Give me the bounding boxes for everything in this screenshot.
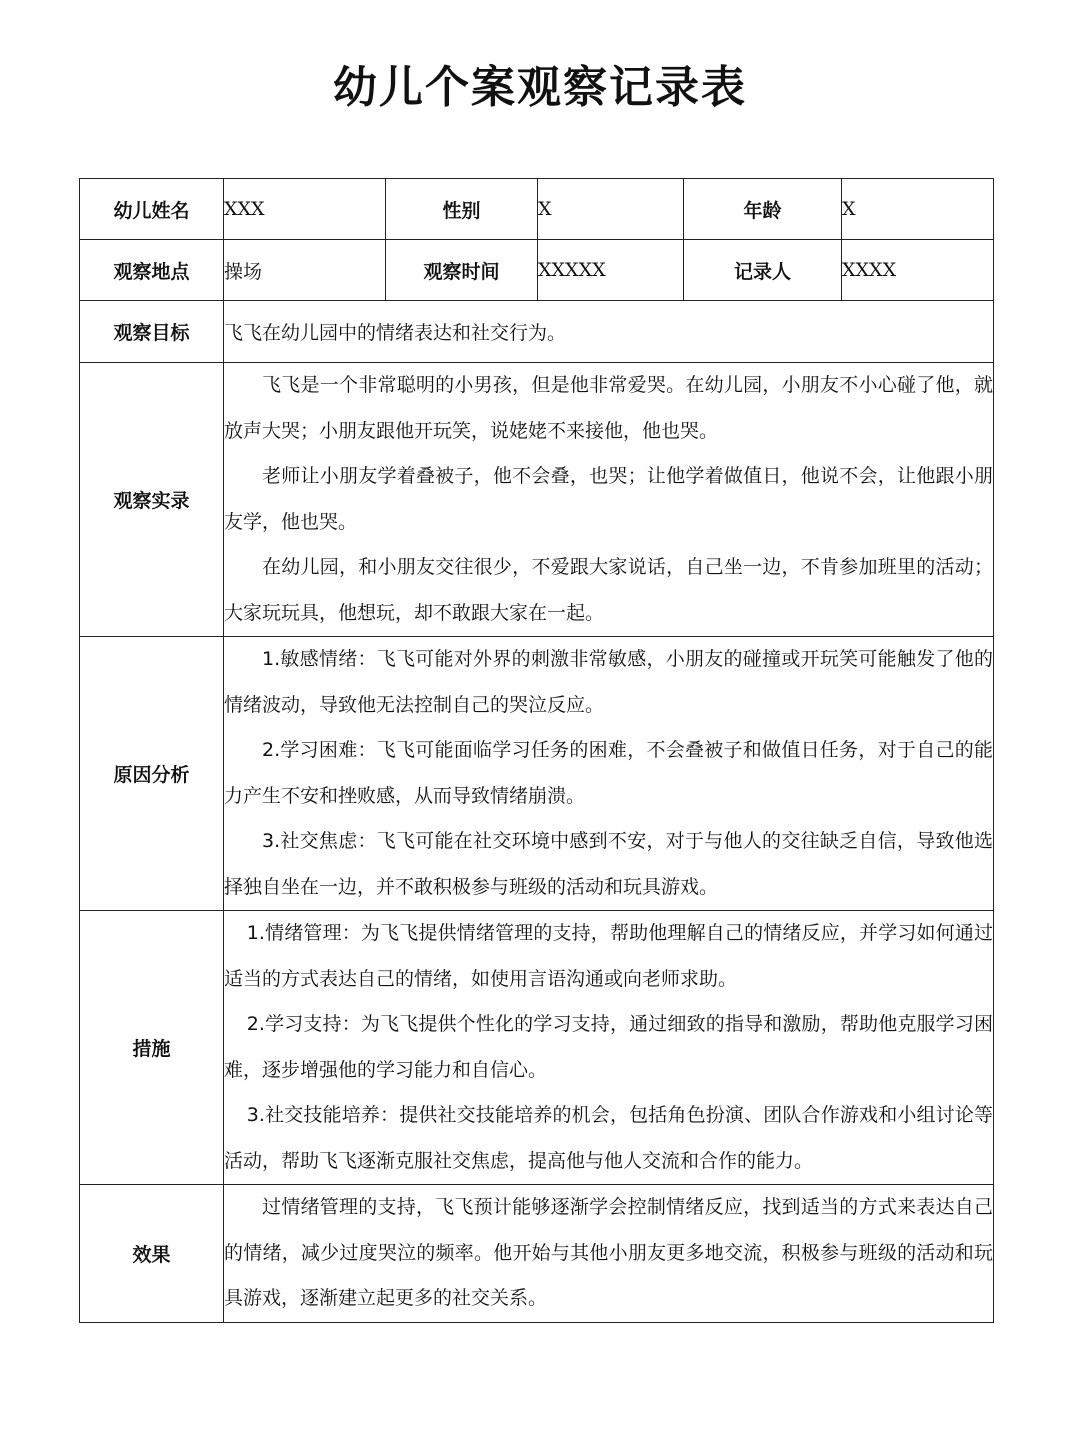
observation-place-value: 操场	[224, 240, 386, 301]
measures-paragraph-3: 3.社交技能培养：提供社交技能培养的机会，包括角色扮演、团队合作游戏和小组讨论等活动，帮助飞飞逐渐克服社交焦虑，提高他与他人交流和合作的能力。	[224, 1104, 993, 1172]
child-name-value: XXX	[224, 179, 386, 240]
observation-goal-text: 飞飞在幼儿园中的情绪表达和社交行为。	[224, 301, 994, 363]
observation-time-value: XXXXX	[538, 240, 684, 301]
recorder-label: 记录人	[684, 240, 842, 301]
record-paragraph-2: 老师让小朋友学着叠被子，他不会叠，也哭；让他学着做值日，他说不会，让他跟小朋友学，他也哭。	[224, 465, 993, 533]
analysis-paragraph-1: 1.敏感情绪：飞飞可能对外界的刺激非常敏感，小朋友的碰撞或开玩笑可能触发了他的情绪波动，导致他无法控制自己的哭泣反应。	[224, 648, 993, 716]
row-cause-analysis	[80, 637, 994, 911]
measures-paragraph-2: 2.学习支持：为飞飞提供个性化的学习支持，通过细致的指导和激励，帮助他克服学习困难，逐步增强他的学习能力和自信心。	[224, 1013, 993, 1081]
child-name-label: 幼儿姓名	[80, 179, 224, 240]
row-effect	[80, 1185, 994, 1323]
age-label: 年龄	[684, 179, 842, 240]
row-observation-record	[80, 363, 994, 637]
observation-record-label: 观察实录	[80, 363, 224, 637]
analysis-paragraph-2: 2.学习困难：飞飞可能面临学习任务的困难，不会叠被子和做值日任务，对于自己的能力产生不安和挫败感，从而导致情绪崩溃。	[224, 739, 993, 807]
measures-content	[224, 911, 994, 1185]
row-measures	[80, 911, 994, 1185]
page-title: 幼儿个案观察记录表	[333, 62, 747, 113]
observation-place-label: 观察地点	[80, 240, 224, 301]
cause-analysis-content	[224, 637, 994, 911]
effect-content	[224, 1185, 994, 1323]
effect-paragraph-1: 过情绪管理的支持，飞飞预计能够逐渐学会控制情绪反应，找到适当的方式来表达自己的情绪，减少过度哭泣的频率。他开始与其他小朋友更多地交流，积极参与班级的活动和玩具游戏，逐渐建立起更多的社交关系。	[224, 1196, 993, 1309]
observation-record-content	[224, 363, 994, 637]
observation-goal-label: 观察目标	[80, 301, 224, 363]
analysis-paragraph-3: 3.社交焦虑：飞飞可能在社交环境中感到不安，对于与他人的交往缺乏自信，导致他选择独自坐在一边，并不敢积极参与班级的活动和玩具游戏。	[224, 830, 993, 898]
row-basic-info-1	[80, 179, 994, 240]
record-paragraph-1: 飞飞是一个非常聪明的小男孩，但是他非常爱哭。在幼儿园，小朋友不小心碰了他，就放声大哭；小朋友跟他开玩笑，说姥姥不来接他，他也哭。	[224, 374, 993, 442]
observation-record-table	[79, 178, 994, 1323]
row-basic-info-2	[80, 240, 994, 301]
row-observation-goal	[80, 301, 994, 363]
record-paragraph-3: 在幼儿园，和小朋友交往很少，不爱跟大家说话，自己坐一边，不肯参加班里的活动；大家玩玩具，他想玩，却不敢跟大家在一起。	[224, 556, 993, 624]
measures-label: 措施	[80, 911, 224, 1185]
gender-label: 性别	[386, 179, 538, 240]
cause-analysis-label: 原因分析	[80, 637, 224, 911]
recorder-value: XXXX	[842, 240, 994, 301]
age-value: X	[842, 179, 994, 240]
measures-paragraph-1: 1.情绪管理：为飞飞提供情绪管理的支持，帮助他理解自己的情绪反应，并学习如何通过适当的方式表达自己的情绪，如使用言语沟通或向老师求助。	[224, 922, 993, 990]
observation-time-label: 观察时间	[386, 240, 538, 301]
gender-value: X	[538, 179, 684, 240]
effect-label: 效果	[80, 1185, 224, 1323]
